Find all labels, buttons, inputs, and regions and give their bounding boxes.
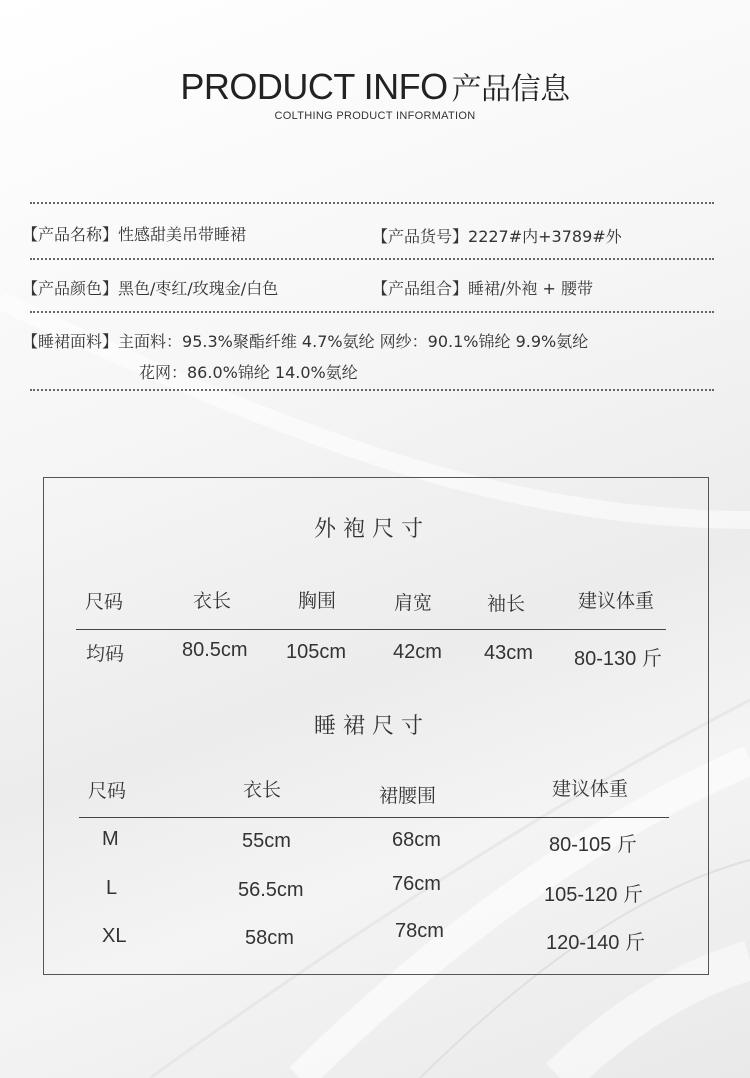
- info-fabric: [22, 329, 588, 352]
- dress-row-cell: 76cm: [392, 873, 441, 895]
- robe-header-cell: 衣长: [193, 590, 232, 612]
- robe-row-cell: 80.5cm: [182, 639, 248, 661]
- page-title-cn: 产品信息: [451, 72, 570, 107]
- info-label: 【产品组合】: [372, 279, 469, 298]
- dress-table-title: 睡裙尺寸: [314, 714, 431, 739]
- robe-row-cell: 80-130 斤: [574, 648, 662, 670]
- dress-row-cell: 68cm: [392, 829, 441, 851]
- robe-row-cell: 42cm: [393, 641, 442, 663]
- dress-header-cell: 建议体重: [552, 778, 629, 800]
- dress-row-cell: 78cm: [395, 920, 444, 942]
- dress-row-cell: 56.5cm: [238, 879, 304, 901]
- info-fabric-line2: 花网：86.0%锦纶 14.0%氨纶: [139, 363, 358, 382]
- info-value: 性感甜美吊带睡裙: [118, 225, 247, 244]
- robe-header-cell: 建议体重: [578, 590, 655, 612]
- divider: [30, 389, 714, 391]
- dress-row-cell: 105-120 斤: [544, 884, 643, 906]
- dress-row-cell: 80-105 斤: [549, 834, 637, 856]
- robe-table-title: 外袍尺寸: [314, 517, 431, 542]
- robe-row-cell: 105cm: [286, 641, 347, 663]
- dress-header-cell: 裙腰围: [379, 785, 437, 807]
- dress-row-cell: L: [106, 877, 118, 899]
- info-product-color: [22, 276, 278, 299]
- robe-header-cell: 袖长: [487, 593, 526, 615]
- robe-row-cell: 均码: [86, 643, 125, 665]
- dress-header-cell: 尺码: [88, 780, 127, 802]
- dress-row-cell: 55cm: [242, 830, 291, 852]
- page-title: [0, 64, 750, 108]
- robe-row-cell: 43cm: [484, 642, 533, 664]
- robe-header-cell: 尺码: [85, 591, 124, 613]
- info-product-combo: [372, 276, 593, 299]
- info-label: 【睡裙面料】: [22, 332, 119, 351]
- info-product-name: [22, 222, 246, 245]
- divider: [30, 311, 714, 313]
- info-product-sku: [372, 224, 622, 247]
- info-label: 【产品颜色】: [22, 279, 119, 298]
- page-title-en: PRODUCT INFO: [180, 66, 448, 107]
- robe-header-cell: 胸围: [298, 590, 337, 612]
- info-value: 2227#内+3789#外: [468, 227, 622, 246]
- divider: [30, 258, 714, 260]
- info-label: 【产品名称】: [22, 225, 119, 244]
- dress-row-cell: XL: [102, 925, 127, 947]
- dress-row-cell: 120-140 斤: [546, 932, 645, 954]
- dress-row-cell: 58cm: [245, 927, 294, 949]
- dress-table-rule: [79, 817, 669, 818]
- info-value: 主面料：95.3%聚酯纤维 4.7%氨纶 网纱：90.1%锦纶 9.9%氨纶: [118, 332, 589, 351]
- info-label: 【产品货号】: [372, 227, 469, 246]
- dress-header-cell: 衣长: [243, 779, 282, 801]
- dress-row-cell: M: [102, 828, 119, 850]
- info-value: 黑色/枣红/玫瑰金/白色: [118, 279, 279, 298]
- robe-header-cell: 肩宽: [394, 592, 433, 614]
- robe-table-rule: [76, 629, 666, 630]
- page-subtitle: COLTHING PRODUCT INFORMATION: [274, 110, 476, 122]
- divider: [30, 202, 714, 204]
- info-value: 睡裙/外袍 + 腰带: [468, 279, 593, 298]
